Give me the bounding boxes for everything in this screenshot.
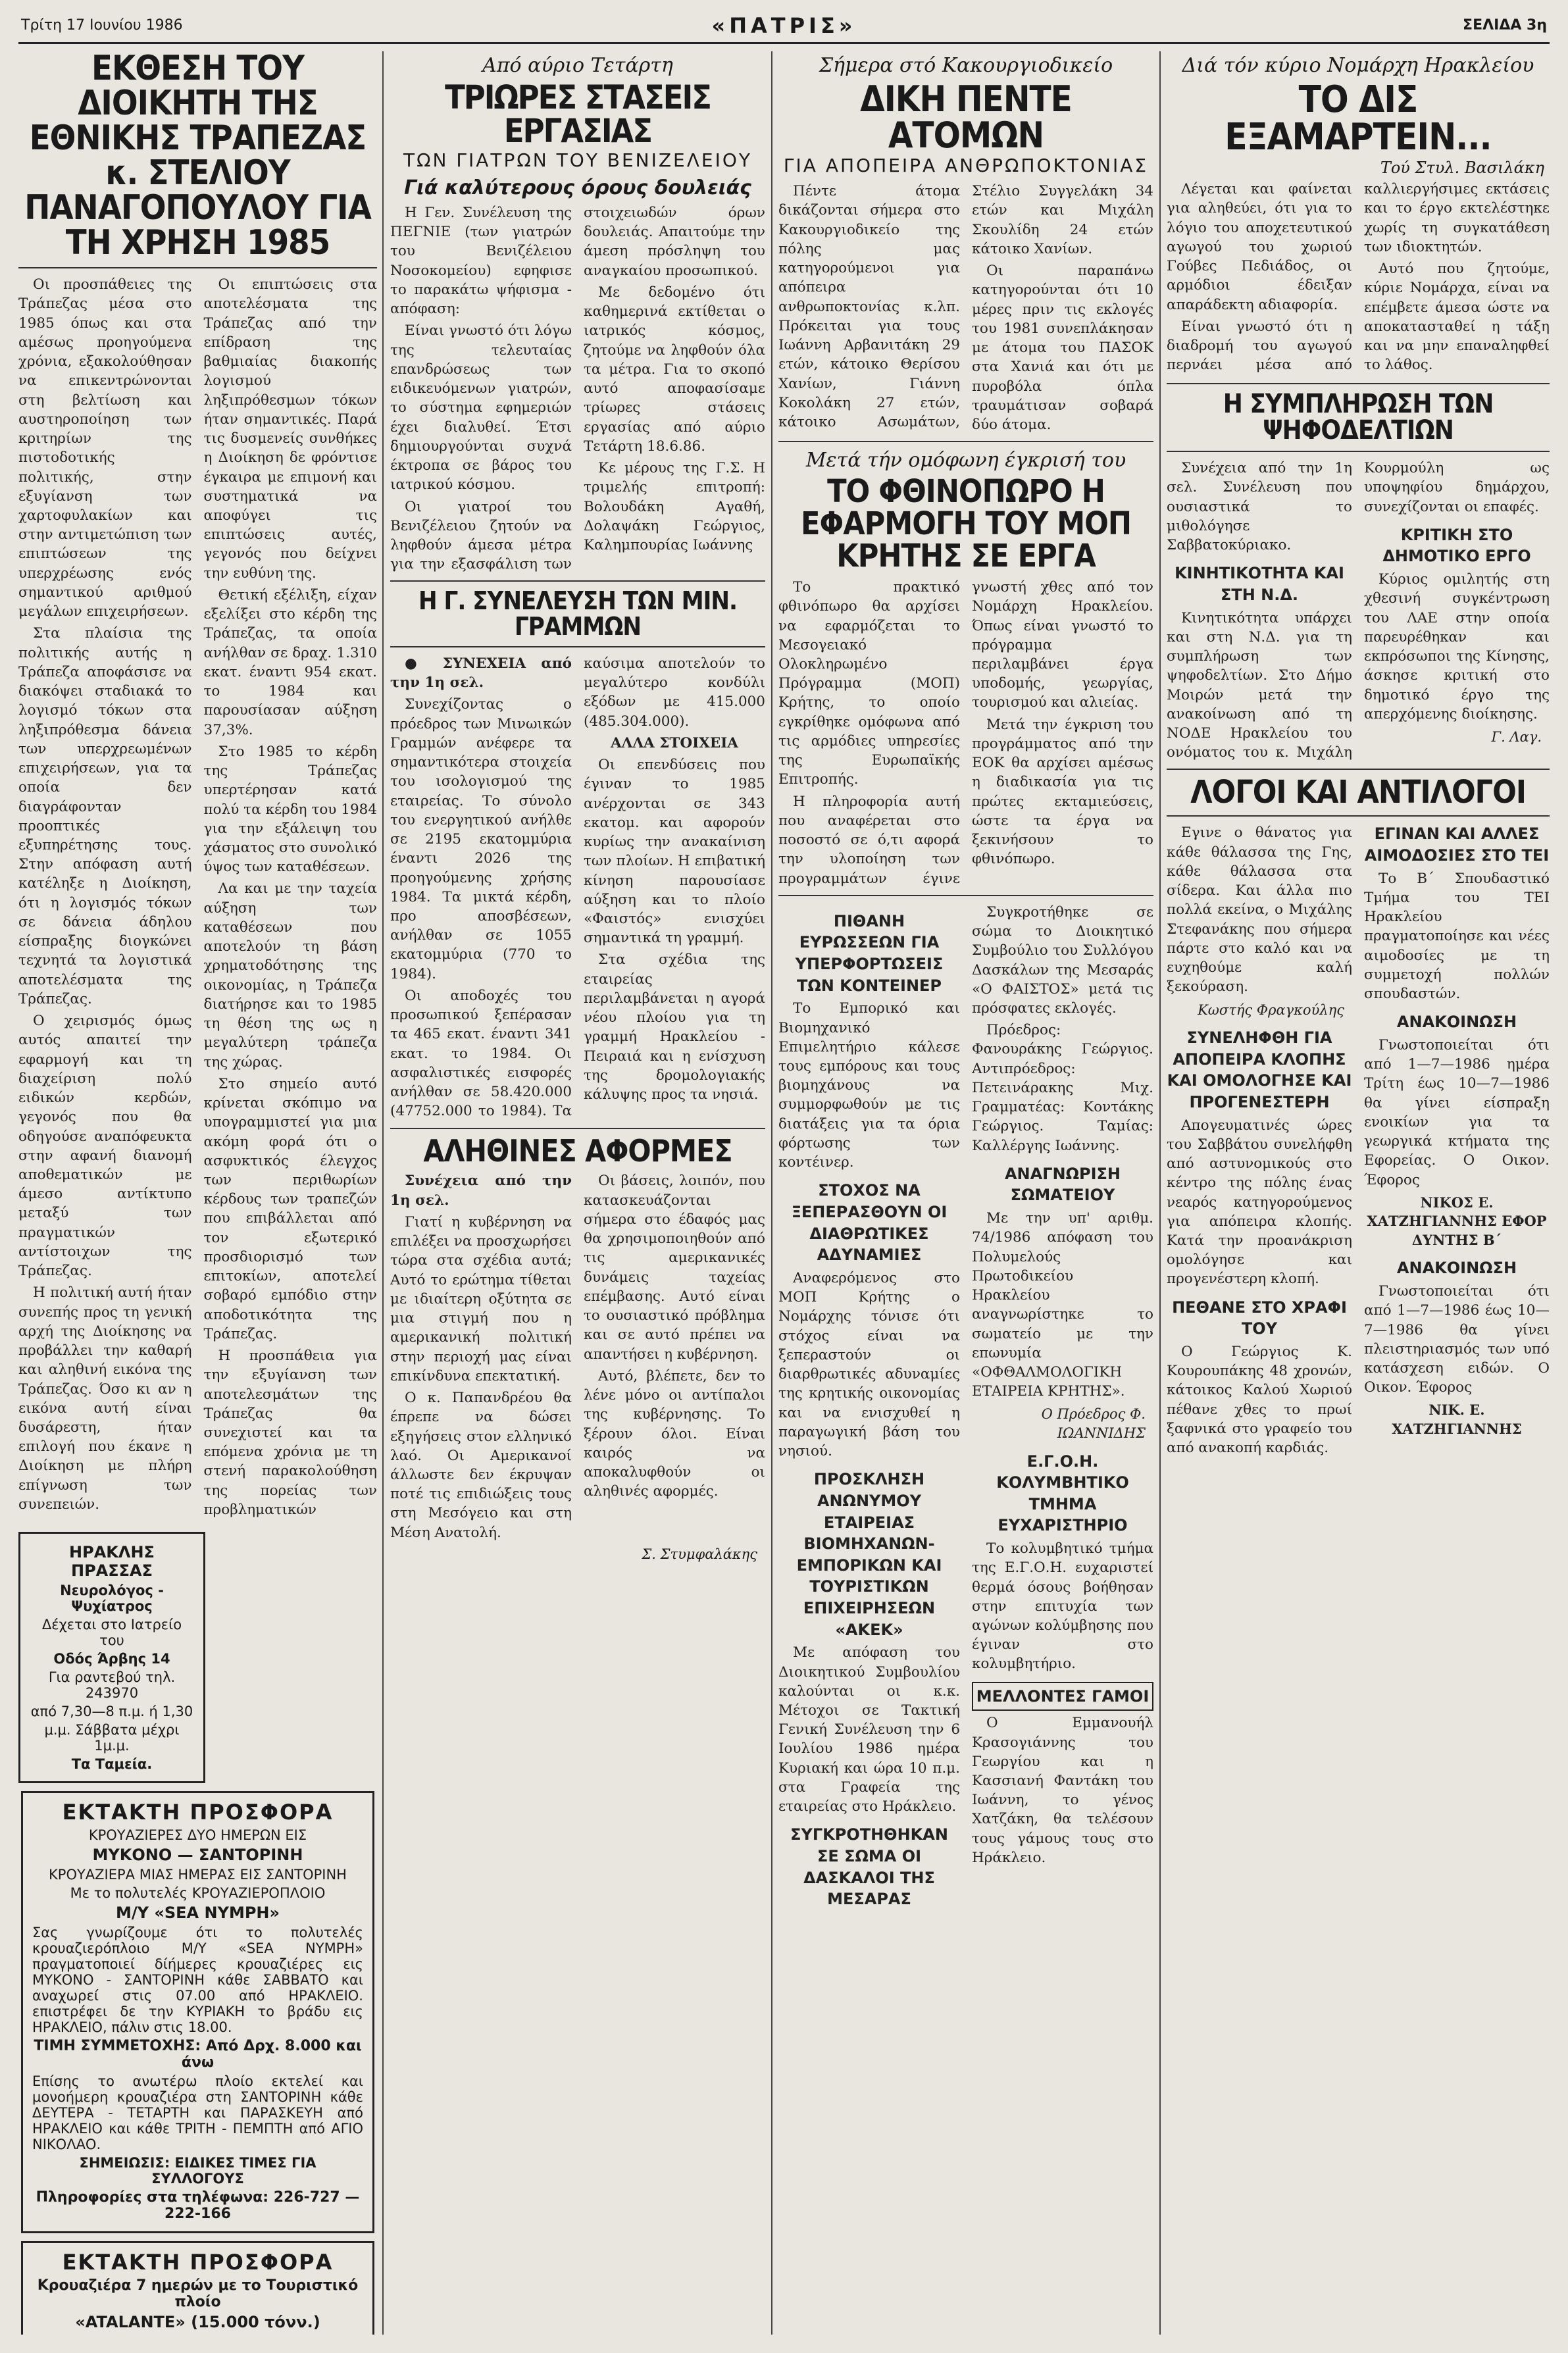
paragraph: Στο 1985 το κέρδη της Τράπεζας υπερτέρησαν κατά πολύ τα κέρδη του 1984 για την εξάλειψη του χάσματος στο συνολικό ύψος των καταθέσεων.: [203, 743, 377, 876]
article-deck: ΓΙΑ ΑΠΟΠΕΙΡΑ ΑΝΘΡΩΠΟΚΤΟΝΙΑΣ: [783, 155, 1149, 177]
paragraph: Εγινε ο θάνατος για κάθε θάλασσα της Γης, κάθε θάλασσα στα σίδερα. Και άλλα πιο πολλά εκείνα, ο Μιχάλης Στεφανάκης που σήμερα πάρτε στο καλό και να ευχηθούμε καλή ξεκούραση.: [1167, 824, 1352, 996]
column-2: [390, 51, 765, 2335]
paragraph: Οι γιατροί του Βενιζέλειου ζητούν να ληφθούν άμεσα μέτρα για την εξασφάλιση των στοιχειωδών όρων δουλειάς. Απαιτούμε την άμεση πρόσληψη του αναγκαίου προσωπικού.: [390, 205, 765, 573]
paragraph: Πρόεδρος: Φανουράκης Γεώργιος. Αντιπρόεδρος: Πετεινάρακης Μιχ. Γραμματέας: Κοντάκης Γεώργιος. Ταμίας: Καλλέργης Ιωάννης.: [972, 1022, 1153, 1154]
paragraph: Η προσπάθεια για την εξυγίανση των αποτελεσμάτων της Τράπεζας θα συνεχιστεί και τα επόμενα χρόνια με τη στενή παρακολούθηση της πορείας των προβληματικών: [203, 1348, 377, 1518]
article-headline: ΠΙΘΑΝΗ ΕΥΡΩΣΣΕΩΝ ΓΙΑ ΥΠΕΡΦΟΡΤΩΣΕΙΣ ΤΩΝ ΚΟΝΤΕΙΝΕΡ: [795, 911, 944, 995]
article-headline: ΕΚΘΕΣΗ ΤΟΥ ΔΙΟΙΚΗΤΗ ΤΗΣ ΕΘΝΙΚΗΣ ΤΡΑΠΕΖΑΣ κ. ΣΤΕΛΙΟΥ ΠΑΝΑΓΟΠΟΥΛΟΥ ΓΙΑ ΤΗ ΧΡΗΣΗ 1985: [24, 51, 371, 263]
ad-line: ΚΡΟΥΑΖΙΕΡΑ ΜΙΑΣ ΗΜΕΡΑΣ ΕΙΣ ΣΑΝΤΟΡΙΝΗ: [49, 1867, 347, 1883]
article-author: Τού Στυλ. Βασιλάκη: [1380, 159, 1544, 178]
paragraph: Συνέχεια από την 1η σελ.: [390, 1173, 572, 1209]
article-kicker: Διά τόν κύριο Νομάρχη Ηρακλείου: [1182, 54, 1534, 77]
paragraph: Με την υπ' αριθμ. 74/1986 απόφαση του Πολυμελούς Πρωτοδικείου Ηρακλείου αναγνωρίστηκε το σωματείο με την επωνυμία «ΟΦΘΑΛΜΟΛΟΓΙΚΗ ΕΤΑΙΡΕΙΑ ΚΡΗΤΗΣ».: [972, 1210, 1153, 1400]
paragraph: Γνωστοποιείται ότι από 1—7—1986 ημέρα Τρίτη έως 10—7—1986 θα γίνει είσπραξη ενοικίων για τα γεωργικά κτήματα της Εφορείας. Ο Οικον. Έφορος: [1364, 1036, 1550, 1188]
paragraph: Αυτό που ζητούμε, κύριε Νομάρχα, είναι να επέμβετε άμεσα ώστε να αποκατασταθεί η τάξη και να μην επαναληφθεί το λάθος.: [1364, 261, 1550, 374]
paragraph: Με απόφαση του Διοικητικού Συμβουλίου καλούνται οι κ.κ. Μέτοχοι σε Τακτική Γενική Συνέλευση την 6 Ιουλίου 1986 ημέρα Κυριακή και ώρα 10 π.μ. στα Γραφεία της εταιρείας στο Ηράκλειο.: [778, 1644, 960, 1815]
paragraph: Το Β΄ Σπουδαστικό Τμήμα του ΤΕΙ Ηρακλείου πραγματοποίησε και νέες αιμοδοσίες με τη συμμετοχή πολλών σπουδαστών.: [1364, 870, 1550, 1003]
article-headline: ΑΝΑΓΝΩΡΙΣΗ ΣΩΜΑΤΕΙΟΥ: [1004, 1164, 1121, 1205]
paragraph: Λα και με την ταχεία αύξηση των καταθέσεων που αποτελούν τη βάση χρηματοδότησης της οικονομίας, η Τράπεζα διατήρησε και το 1985 τη θέση της ως η μεγαλύτερη τράπεζα της χώρας.: [203, 880, 377, 1071]
signature: ΝΙΚ. Ε. ΧΑΤΖΗΓΙΑΝΝΗΣ: [1392, 1402, 1522, 1438]
article-headline: ΣΥΓΚΡΟΤΗΘΗΚΑΝ ΣΕ ΣΩΜΑ ΟΙ ΔΑΣΚΑΛΟΙ ΤΗΣ ΜΕΣΑΡΑΣ: [790, 1825, 948, 1909]
paragraph: Οι προσπάθειες της Τράπεζας μέσα στο 1985 όπως και στα αμέσως προηγούμενα χρόνια, εξακολούθησαν να επικεντρώνονται στη βελτίωση και αυστηροποίηση των κριτηρίων της πιστοδοτικής πολιτικής, στην εξυγίανση των χαρτοφυλακίων και στην αντιμετώπιση των επιπτώσεων της υπερχρέωσης ενός σημαντικού αριθμού μεγάλων επιχειρήσεων.: [18, 276, 192, 620]
ad-line: Μ/Υ «SEA ΝΥΜΡΗ»: [115, 1904, 280, 1923]
paragraph-heading: ΠΕΘΑΝΕ ΣΤΟ ΧΡΑΦΙ ΤΟΥ: [1172, 1298, 1347, 1338]
paragraph: Αυτό, βλέπετε, δεν το λένε μόνο οι αντίπαλοι της κυβέρνησης. Το ξέρουν όλοι. Είναι καιρός να αποκαλυφθούν οι αληθινές αφορμές.: [584, 1367, 765, 1500]
paragraph: Στο σημείο αυτό κρίνεται σκόπιμο να υπογραμμιστεί για μια ακόμη φορά ότι ο ασφυκτικός έλεγχος των περιθωρίων κέρδους των τραπεζών που επιβάλλεται από τον εξωτερικό προσδιορισμό των επιτοκίων, αποτελεί σοβαρό εμπόδιο στην αποδοτικότητα της Τράπεζας.: [203, 1075, 377, 1342]
article-headline: ΤΡΙΩΡΕΣ ΣΤΑΣΕΙΣ ΕΡΓΑΣΙΑΣ: [445, 78, 711, 150]
paragraph: Η Γεν. Συνέλευση της ΠΕΓΝΙΕ (των γιατρών του Βενιζέλειου Νοσοκομείου) εφηφισε το παρακάτω ψήφισμα - απόφαση:: [390, 205, 572, 318]
paragraph-heading: ΑΛΛΑ ΣΤΟΙΧΕΙΑ: [610, 734, 738, 751]
article-headline: Η Γ. ΣΥΝΕΛΕΥΣΗ ΤΩΝ ΜΙΝ. ΓΡΑΜΜΩΝ: [418, 586, 737, 642]
paragraph: ● ΣΥΝΕΧΕΙΑ από την 1η σελ.: [390, 655, 572, 692]
article-kicker: Από αύριο Τετάρτη: [482, 54, 673, 77]
paragraph-heading: ΕΓΙΝΑΝ ΚΑΙ ΑΛΛΕΣ ΑΙΜΟΔΟΣΙΕΣ ΣΤΟ ΤΕΙ: [1364, 824, 1550, 865]
paragraph: Είναι γνωστό ότι η διαδρομή του αγωγού περνάει μέσα από καλλιεργήσιμες εκτάσεις και το έργο εκτελέστηκε χωρίς τη συγκατάθεση των ιδιοκτητών.: [1167, 181, 1550, 374]
paragraph-heading: ΚΙΝΗΤΙΚΟΤΗΤΑ ΚΑΙ ΣΤΗ Ν.Δ.: [1175, 564, 1344, 604]
ad-title: ΕΚΤΑΚΤΗ ΠΡΟΣΦΟΡΑ: [62, 1800, 334, 1825]
paragraph: Λέγεται και φαίνεται για αληθεύει, ότι για το λόγιο του αποχετευτικού αγωγού του χωριού Γούβες Πεδιάδος, οι αρμόδιοι έδειξαν απαράδεκτη αδιαφορία.: [1167, 181, 1352, 313]
paragraph: Είναι γνωστό ότι λόγω της τελευταίας επανδρώσεως των ειδικευόμενων γιατρών, το σύστημα εφημεριών έχει διαλυθεί. Έτσι δημιουργούνται συχνά έκτροπα σε βάρος του ιατρικού κόσμου.: [390, 322, 572, 493]
ad-title: ΗΡΑΚΛΗΣ ΠΡΑΣΣΑΣ: [69, 1543, 155, 1581]
cruise-ad-sea-nymph: [21, 1791, 374, 2233]
paragraph: Το Εμπορικό και Βιομηχανικό Επιμελητήριο κάλεσε τους εμπόρους και τους βιομηχάνους να συμμορφωθούν με τις διατάξεις για τα όρια φόρτωσης των κοντέινερ.: [778, 1000, 960, 1171]
newspaper-title: «ΠΑΤΡΙΣ»: [711, 13, 857, 38]
paragraph: Οι αποδοχές του προσωπικού ξεπέρασαν τα 465 εκατ. έναντι 341 εκατ. το 1984. Οι ασφαλιστικές εισφορές ανήλθαν σε 58.420.000 (47752.000 το 1984). Τα καύσιμα αποτελούν το μεγαλύτερο κονδύλι εξόδων με 415.000 (485.304.000).: [390, 655, 765, 1120]
ad-line: Οδός Άρβης 14: [53, 1651, 170, 1667]
article-headline: ΤΟ ΔΙΣ ΕΞΑΜΑΡΤΕΙΝ...: [1225, 78, 1492, 159]
article-body: [1167, 459, 1550, 762]
ad-line: μ.μ. Σάββατα μέχρι 1μ.μ.: [44, 1722, 180, 1754]
paragraph: Οι επιπτώσεις στα αποτελέσματα της Τράπεζας από την επίδραση της βαθμιαίας διακοπής λογισμού ληξιπρόθεσμων τόκων ήταν σημαντικές. Παρά τις δυσμενείς συνθήκες η Διοίκηση δε φρόντισε έγκαιρα με επιμονή και συστηματικά να αποφύγει τις επιπτώσεις αυτές, γεγονός που δείχνει την ευθύνη της.: [203, 276, 377, 582]
article-headline: Η ΣΥΜΠΛΗΡΩΣΗ ΤΩΝ ΨΗΦΟΔΕΛΤΙΩΝ: [1223, 388, 1494, 446]
article-body: [390, 203, 765, 574]
paragraph: Ο Γεώργιος Κ. Κουρουπάκης 48 χρονών, κάτοικος Καλού Χωριού πέθανε χθες το πρωί ξαφνικά στο γραφείο του από ανακοπή καρδιάς.: [1167, 1343, 1352, 1457]
paragraph: Συνέχεια από την 1η σελ. Συνέλευση που ουσιαστικά το μιθολόγησε Σαββατοκύριακο.: [1167, 460, 1352, 554]
ad-line: από 7,30—8 π.μ. ή 1,30: [30, 1704, 193, 1720]
paragraph: Συγκροτήθηκε σε σώμα το Διοικητικό Συμβούλιο του Συλλόγου Δασκάλων της Μεσαράς «Ο ΦΑΙΣΤΟΣ» μετά τις πρόσφατες εκλογές.: [972, 903, 1153, 1017]
paragraph: Στα πλαίσια της πολιτικής αυτής η Τράπεζα αποφάσισε να διακόψει σταδιακά το λογισμό τόκων στα ληξιπρόθεσμα δάνεια των υπερχρεωμένων επιχειρήσεων, για τα οποία δεν διαγράφονταν προοπτικές εξυπηρέτησης τους. Στην απόφαση αυτή κατέληξε η Διοίκηση, ότι η λογισμός τόκων σε δάνεια άδηλου είσπραξης διογκώνει τεχνητά τα λογιστικά αποτελέσματα της Τράπεζας.: [18, 625, 192, 1007]
ad-line: Τα Ταμεία.: [71, 1756, 153, 1773]
ad-line: ΚΡΟΥΑΖΙΕΡΕΣ ΔΥΟ ΗΜΕΡΩΝ ΕΙΣ: [88, 1827, 307, 1844]
ad-line: Επίσης το ανωτέρω πλοίο εκτελεί και μονοήμερη κρουαζιέρα στη ΣΑΝΤΟΡΙΝΗ κάθε ΔΕΥΤΕΡΑ - ΤΕΤΑΡΤΗ και ΠΑΡΑΣΚΕΥΗ από ΗΡΑΚΛΕΙΟ και κάθε ΤΡΙΤΗ - ΠΕΜΠΤΗ από ΑΓΙΟ ΝΙΚΟΛΑΟ.: [32, 2073, 363, 2153]
paragraph-heading: ΑΝΑΚΟΙΝΩΣΗ: [1396, 1259, 1517, 1278]
paragraph: Αναφερόμενος στο ΜΟΠ Κρήτης ο Νομάρχης τόνισε ότι στόχος είναι να ξεπεραστούν οι διαρθρωτικές αδυναμίες της κρητικής οικονομίας και να ενισχυθεί η παραγωγική βάση του νησιού.: [778, 1269, 960, 1460]
signature: Γ. Λαγ.: [1491, 728, 1542, 745]
article-author: Σ. Στυμφαλάκης: [642, 1546, 757, 1562]
paragraph: Θετική εξέλιξη, είχαν εξελίξει στο κέρδη της Τράπεζας, τα οποία ανήλθαν σε δραχ. 1.310 εκατ. έναντι 954 εκατ. το 1984 και παρουσίασαν αύξηση 37,3%.: [203, 586, 377, 738]
paragraph: Στα σχέδια της εταιρείας περιλαμβάνεται η αγορά νέου πλοίου για τη γραμμή Ηρακλείου - Πειραιά και η ενίσχυση της δρομολογιακής κάλυψης προς τα νησιά.: [584, 951, 765, 1103]
paragraph: Απογευματινές ώρες του Σαββάτου συνελήφθη από αστυνομικούς στο κέντρο της πόλης ένας νεαρός κατηγορούμενος για απόπειρα κλοπής. Κατά την προανάκριση ομολόγησε και προγενέστερη κλοπή.: [1167, 1117, 1352, 1288]
ad-line: ΜΥΚΟΝΟ — ΣΑΝΤΟΡΙΝΗ: [92, 1846, 303, 1865]
page-number: ΣΕΛΙΔΑ 3η: [1463, 17, 1547, 34]
article-body: [1167, 180, 1550, 376]
paragraph: Οι επενδύσεις που έγιναν το 1985 ανέρχονται σε 343 εκατομ. και αφορούν κυρίως την ανακαίνιση των πλοίων. Η επιβατική κίνηση παρουσίασε αύξηση και το πλοίο «Φαιστός» ενισχύει σημαντικά τη γραμμή.: [584, 757, 765, 947]
paragraph-heading: ΚΡΙΤΙΚΗ ΣΤΟ ΔΗΜΟΤΙΚΟ ΕΡΓΟ: [1382, 525, 1531, 566]
signature: ΝΙΚΟΣ Ε. ΧΑΤΖΗΓΙΑΝΝΗΣ ΕΦΟΡ ΔΥΝΤΗΣ Β΄: [1367, 1194, 1547, 1248]
article-headline: ΑΛΗΘΙΝΕΣ ΑΦΟΡΜΕΣ: [423, 1132, 732, 1169]
paragraph: Πέντε άτομα δικάζονται σήμερα στο Κακουργιοδικείο της πόλης μας κατηγορούμενοι για απόπειρα ανθρωποκτονίας κ.λπ. Πρόκειται για τους Ιωάννη Αρβανιτάκη 29 ετών, κάτοικο Θερίσου Χανίων, Γιάννη Κοκολάκη 27 ετών, κάτοικο Ασωμάτων, Στέλιο Συγγελάκη 34 ετών και Μιχάλη Σκουλίδη 24 ετών κάτοικο Χανίων.: [778, 183, 1153, 430]
masthead: [18, 12, 1550, 44]
signature: Ο Πρόεδρος Φ. ΙΩΑΝΝΙΔΗΣ: [1041, 1406, 1146, 1441]
column-4: [1167, 51, 1550, 2335]
paragraph: Η πολιτική αυτή ήταν συνεπής προς τη γενική αρχή της Διοίκησης να προβάλλει την καθαρή και αληθινή εικόνα της Τράπεζας. Όσο κι αν η εικόνα αυτή είναι δυσάρεστη, ήταν επιλογή που έκανε η Διοίκηση με πλήρη επίγνωση των συνεπειών.: [18, 1284, 192, 1513]
paragraph: Το κολυμβητικό τμήμα της Ε.Γ.Ο.Η. ευχαριστεί θερμά όσους βοήθησαν στην επιτυχία των αγώνων κολύμβησης που έγιναν στο κολυμβητήριο.: [972, 1540, 1153, 1673]
article-body: [1167, 823, 1550, 1457]
article-body: [18, 275, 377, 1525]
paragraph: Κύριος ομιλητής στη χθεσινή συγκέντρωση του ΛΑΕ στην οποία παρευρέθηκαν και εκπρόσωποι της Κίνησης, άσκησε κριτική στο δημοτικό έργο της απερχόμενης διοίκησης.: [1364, 571, 1550, 722]
ad-line: Πληροφορίες στα τηλέφωνα: 226-727 — 222-166: [36, 2189, 360, 2223]
ad-title: ΕΚΤΑΚΤΗ ΠΡΟΣΦΟΡΑ: [62, 2250, 334, 2275]
paragraph-heading: ΣΥΝΕΛΗΦΘΗ ΓΙΑ ΑΠΟΠΕΙΡΑ ΚΛΟΠΗΣ ΚΑΙ ΟΜΟΛΟΓΗΣΕ ΚΑΙ ΠΡΟΓΕΝΕΣΤΕΡΗ: [1167, 1028, 1352, 1111]
column-rule: [382, 51, 384, 2335]
issue-date: Τρίτη 17 Ιουνίου 1986: [21, 17, 183, 34]
article-headline: ΤΟ ΦΘΙΝΟΠΩΡΟ Η ΕΦΑΡΜΟΓΗ ΤΟΥ ΜΟΠ ΚΡΗΤΗΣ ΣΕ ΕΡΓΑ: [801, 473, 1131, 575]
ad-line: Κρουαζιέρα 7 ημερών με το Τουριστικό πλοίο: [37, 2277, 359, 2311]
article-headline: ΜΕΛΛΟΝΤΕΣ ΓΑΜΟΙ: [972, 1682, 1153, 1711]
article-headline: ΛΟΓΟΙ ΚΑΙ ΑΝΤΙΛΟΓΟΙ: [1190, 774, 1526, 811]
ad-line: Δέχεται στο Ιατρείο του: [41, 1617, 182, 1649]
column-rule: [771, 51, 772, 2335]
paragraph: Οι παραπάνω κατηγορούνται ότι 10 μέρες πριν τις εκλογές του 1981 συνεπλάκησαν με άτομα του ΠΑΣΟΚ στα Χανιά και ότι με πυροβόλα όπλα τραυμάτισαν σοβαρά δύο άτομα.: [972, 263, 1153, 433]
newspaper-page: [18, 12, 1550, 2341]
article-body: [390, 1171, 765, 1542]
paragraph: Οι βάσεις, λοιπόν, που κατασκευάζονται σήμερα στο έδαφός μας θα χρησιμοποιηθούν από τις αμερικανικές δυνάμεις ταχείας επέμβασης. Αυτό είναι το ουσιαστικό πρόβλημα και σε αυτό πρέπει να απαντήσει η κυβέρνηση.: [584, 1173, 765, 1363]
article-deck: ΤΩΝ ΓΙΑΤΡΩΝ ΤΟΥ ΒΕΝΙΖΕΛΕΙΟΥ: [403, 149, 752, 171]
paragraph: Γνωστοποιείται ότι από 1—7—1986 έως 10—7—1986 θα γίνει πλειστηριασμός των υπό κατάσχεση ειδών. Ο Οικον. Έφορος: [1364, 1283, 1550, 1396]
paragraph: Με δεδομένο ότι καθημερινά εκτίθεται ο ιατρικός κόσμος, ζητούμε να ληφθούν όλα τα μέτρα. Για το σκοπό αυτό αποφασίσαμε τρίωρες στάσεις εργασίας από αύριο Τετάρτη 18.6.86.: [584, 284, 765, 455]
column-rule: [1159, 51, 1161, 2335]
ad-line: Νευρολόγος - Ψυχίατρος: [60, 1582, 164, 1615]
paragraph: Κε μέρους της Γ.Σ. Η τριμελής επιτροπή: Βολουδάκη Αγαθή, Δολαψάκη Γεώργιος, Καλημπουρίας Ιωάννης: [584, 460, 765, 553]
column-1: [18, 51, 377, 2335]
paragraph: Μετά την έγκριση του προγράμματος από την ΕΟΚ θα αρχίσει αμέσως η διαδικασία για τις πρώτες εκταμιεύσεις, ώστε τα έργα να ξεκινήσουν το φθινόπωρο.: [972, 716, 1153, 868]
ad-line: [32, 2334, 363, 2335]
ad-line: ΤΙΜΗ ΣΥΜΜΕΤΟΧΗΣ: Από Δρχ. 8.000 και άνω: [34, 2038, 362, 2071]
paragraph: Ο Εμμανουήλ Κρασογιάννης του Γεωργίου και η Κασσιανή Φαντάκη του Ιωάννη, το γένος Χατζάκη, θα τελέσουν τους γάμους τους στο Ηράκλειο.: [972, 1715, 1153, 1866]
article-body: [778, 182, 1153, 434]
ad-line: Με το πολυτελές ΚΡΟΥΑΖΙΕΡΟΠΛΟΙΟ: [70, 1885, 326, 1902]
article-body: [778, 903, 1153, 1910]
paragraph: Ο χειρισμός όμως αυτός απαιτεί την εφαρμογή και τη διαχείριση πολύ ειδικών κερδών, γεγονός που θα οδηγούσε αναπόφευκτα στην αφανή διανομή αποθεματικών με άμεσο αντίκτυπο μεταξύ των πραγματικών αντίστοιχων της Τράπεζας.: [18, 1013, 192, 1280]
column-3: [778, 51, 1153, 2335]
paragraph: Η πληροφορία αυτή που αναφέρεται στο ποσοστό σε ό,τι αφορά την υλοποίηση των προγραμμάτων έγινε γνωστή χθες από τον Νομάρχη Ηρακλείου. Όπως είναι γνωστό το πρόγραμμα περιλαμβάνει έργα υποδομής, γεωργίας, τουρισμού και αλιείας.: [778, 579, 1153, 887]
article-subhead: Γιά καλύτερους όρους δουλειάς: [404, 176, 751, 199]
article-kicker: Μετά τήν ομόφωνη έγκρισή του: [805, 449, 1126, 472]
signature: Κωστής Φραγκούλης: [1198, 1001, 1344, 1018]
article-kicker: Σήμερα στό Κακουργιοδικείο: [819, 54, 1113, 77]
article-body: [778, 578, 1153, 888]
article-headline: ΣΤΟΧΟΣ ΝΑ ΞΕΠΕΡΑΣΘΟΥΝ ΟΙ ΔΙΑΘΡΩΤΙΚΕΣ ΑΔΥΝΑΜΙΕΣ: [791, 1181, 948, 1265]
article-headline: Ε.Γ.Ο.Η. ΚΟΛΥΜΒΗΤΙΚΟ ΤΜΗΜΑ ΕΥΧΑΡΙΣΤΗΡΙΟ: [996, 1452, 1129, 1535]
ad-line: «ATALANTE» (15.000 τόνν.): [75, 2313, 320, 2332]
ad-line: Για ραντεβού τηλ. 243970: [48, 1669, 176, 1702]
paragraph: Κινητικότητα υπάρχει και στη Ν.Δ. για τη συμπλήρωση των ψηφοδελτίων. Στο Δήμο Μοιρών μετά την ανακοίνωση από τη ΝΟΔΕ Ηρακλείου του ονόματος του κ. Μιχάλη Κουρμούλη ως υποψηφίου δημάρχου, συνεχίζονται οι επαφές.: [1167, 460, 1550, 761]
paragraph: Γιατί η κυβέρνηση να επιλέξει να προσχωρήσει τώρα στα σχέδια αυτά; Αυτό το ερώτημα τίθεται με ιδιαίτερη οξύτητα σε μια στιγμή που η αμερικανική πολιτική στην περιοχή μας είναι επικίνδυνα επεκτατική.: [390, 1213, 572, 1384]
doctor-ad: [18, 1532, 205, 1783]
ad-line: ΣΗΜΕΙΩΣΙΣ: ΕΙΔΙΚΕΣ ΤΙΜΕΣ ΓΙΑ ΣΥΛΛΟΓΟΥΣ: [79, 2155, 316, 2187]
article-headline: ΔΙΚΗ ΠΕΝΤΕ ΑΤΟΜΩΝ: [860, 78, 1072, 157]
paragraph: Το πρακτικό φθινόπωρο θα αρχίσει να εφαρμόζεται το Μεσογειακό Ολοκληρωμένο Πρόγραμμα (ΜΟΠ) Κρήτης, το οποίο εγκρίθηκε ομόφωνα από τις αρμόδιες υπηρεσίες της Ευρωπαϊκής Επιτροπής.: [778, 579, 960, 788]
ad-line: Σας γνωρίζουμε ότι το πολυτελές κρουαζιερόπλοιο Μ/Υ «SEA NYMPH» πραγματοποιεί δίήμερες κρουαζιέρες εις ΜΥΚΟΝΟ - ΣΑΝΤΟΡΙΝΗ κάθε ΣΑΒΒΑΤΟ και αναχωρεί στις 07.00 από ΗΡΑΚΛΕΙΟ. επιστρέφει δε την ΚΥΡΙΑΚΗ το βράδυ εις ΗΡΑΚΛΕΙΟ, πάλιν στις 18.00.: [32, 1925, 363, 2036]
cruise-ad-atalante: [21, 2241, 374, 2335]
article-headline: ΠΡΟΣΚΛΗΣΗ ΑΝΩΝΥΜΟΥ ΕΤΑΙΡΕΙΑΣ ΒΙΟΜΗΧΑΝΩΝ-ΕΜΠΟΡΙΚΩΝ ΚΑΙ ΤΟΥΡΙΣΤΙΚΩΝ ΕΠΙΧΕΙΡΗΣΕΩΝ «ΑΚΕΚ»: [796, 1470, 942, 1639]
paragraph: Ο κ. Παπανδρέου θα έπρεπε να δώσει εξηγήσεις στον ελληνικό λαό. Οι Αμερικανοί άλλωστε δεν έκρυψαν ποτέ τις επιδιώξεις τους στη Μεσόγειο και στη Μέση Ανατολή.: [390, 1390, 572, 1541]
article-body: [390, 654, 765, 1121]
paragraph-heading: ΑΝΑΚΟΙΝΩΣΗ: [1396, 1013, 1517, 1032]
paragraph: Συνεχίζοντας ο πρόεδρος των Μινωικών Γραμμών ανέφερε τα σημαντικότερα στοιχεία του ισολογισμού της εταιρείας. Το σύνολο του ενεργητικού ανήλθε σε 2195 εκατομμύρια έναντι 2026 της προηγούμενης χρήσης 1984. Τα μικτά κέρδη, προ αποσβέσεων, ανήλθαν σε 1055 εκατομμύρια (770 το 1984).: [390, 696, 572, 982]
